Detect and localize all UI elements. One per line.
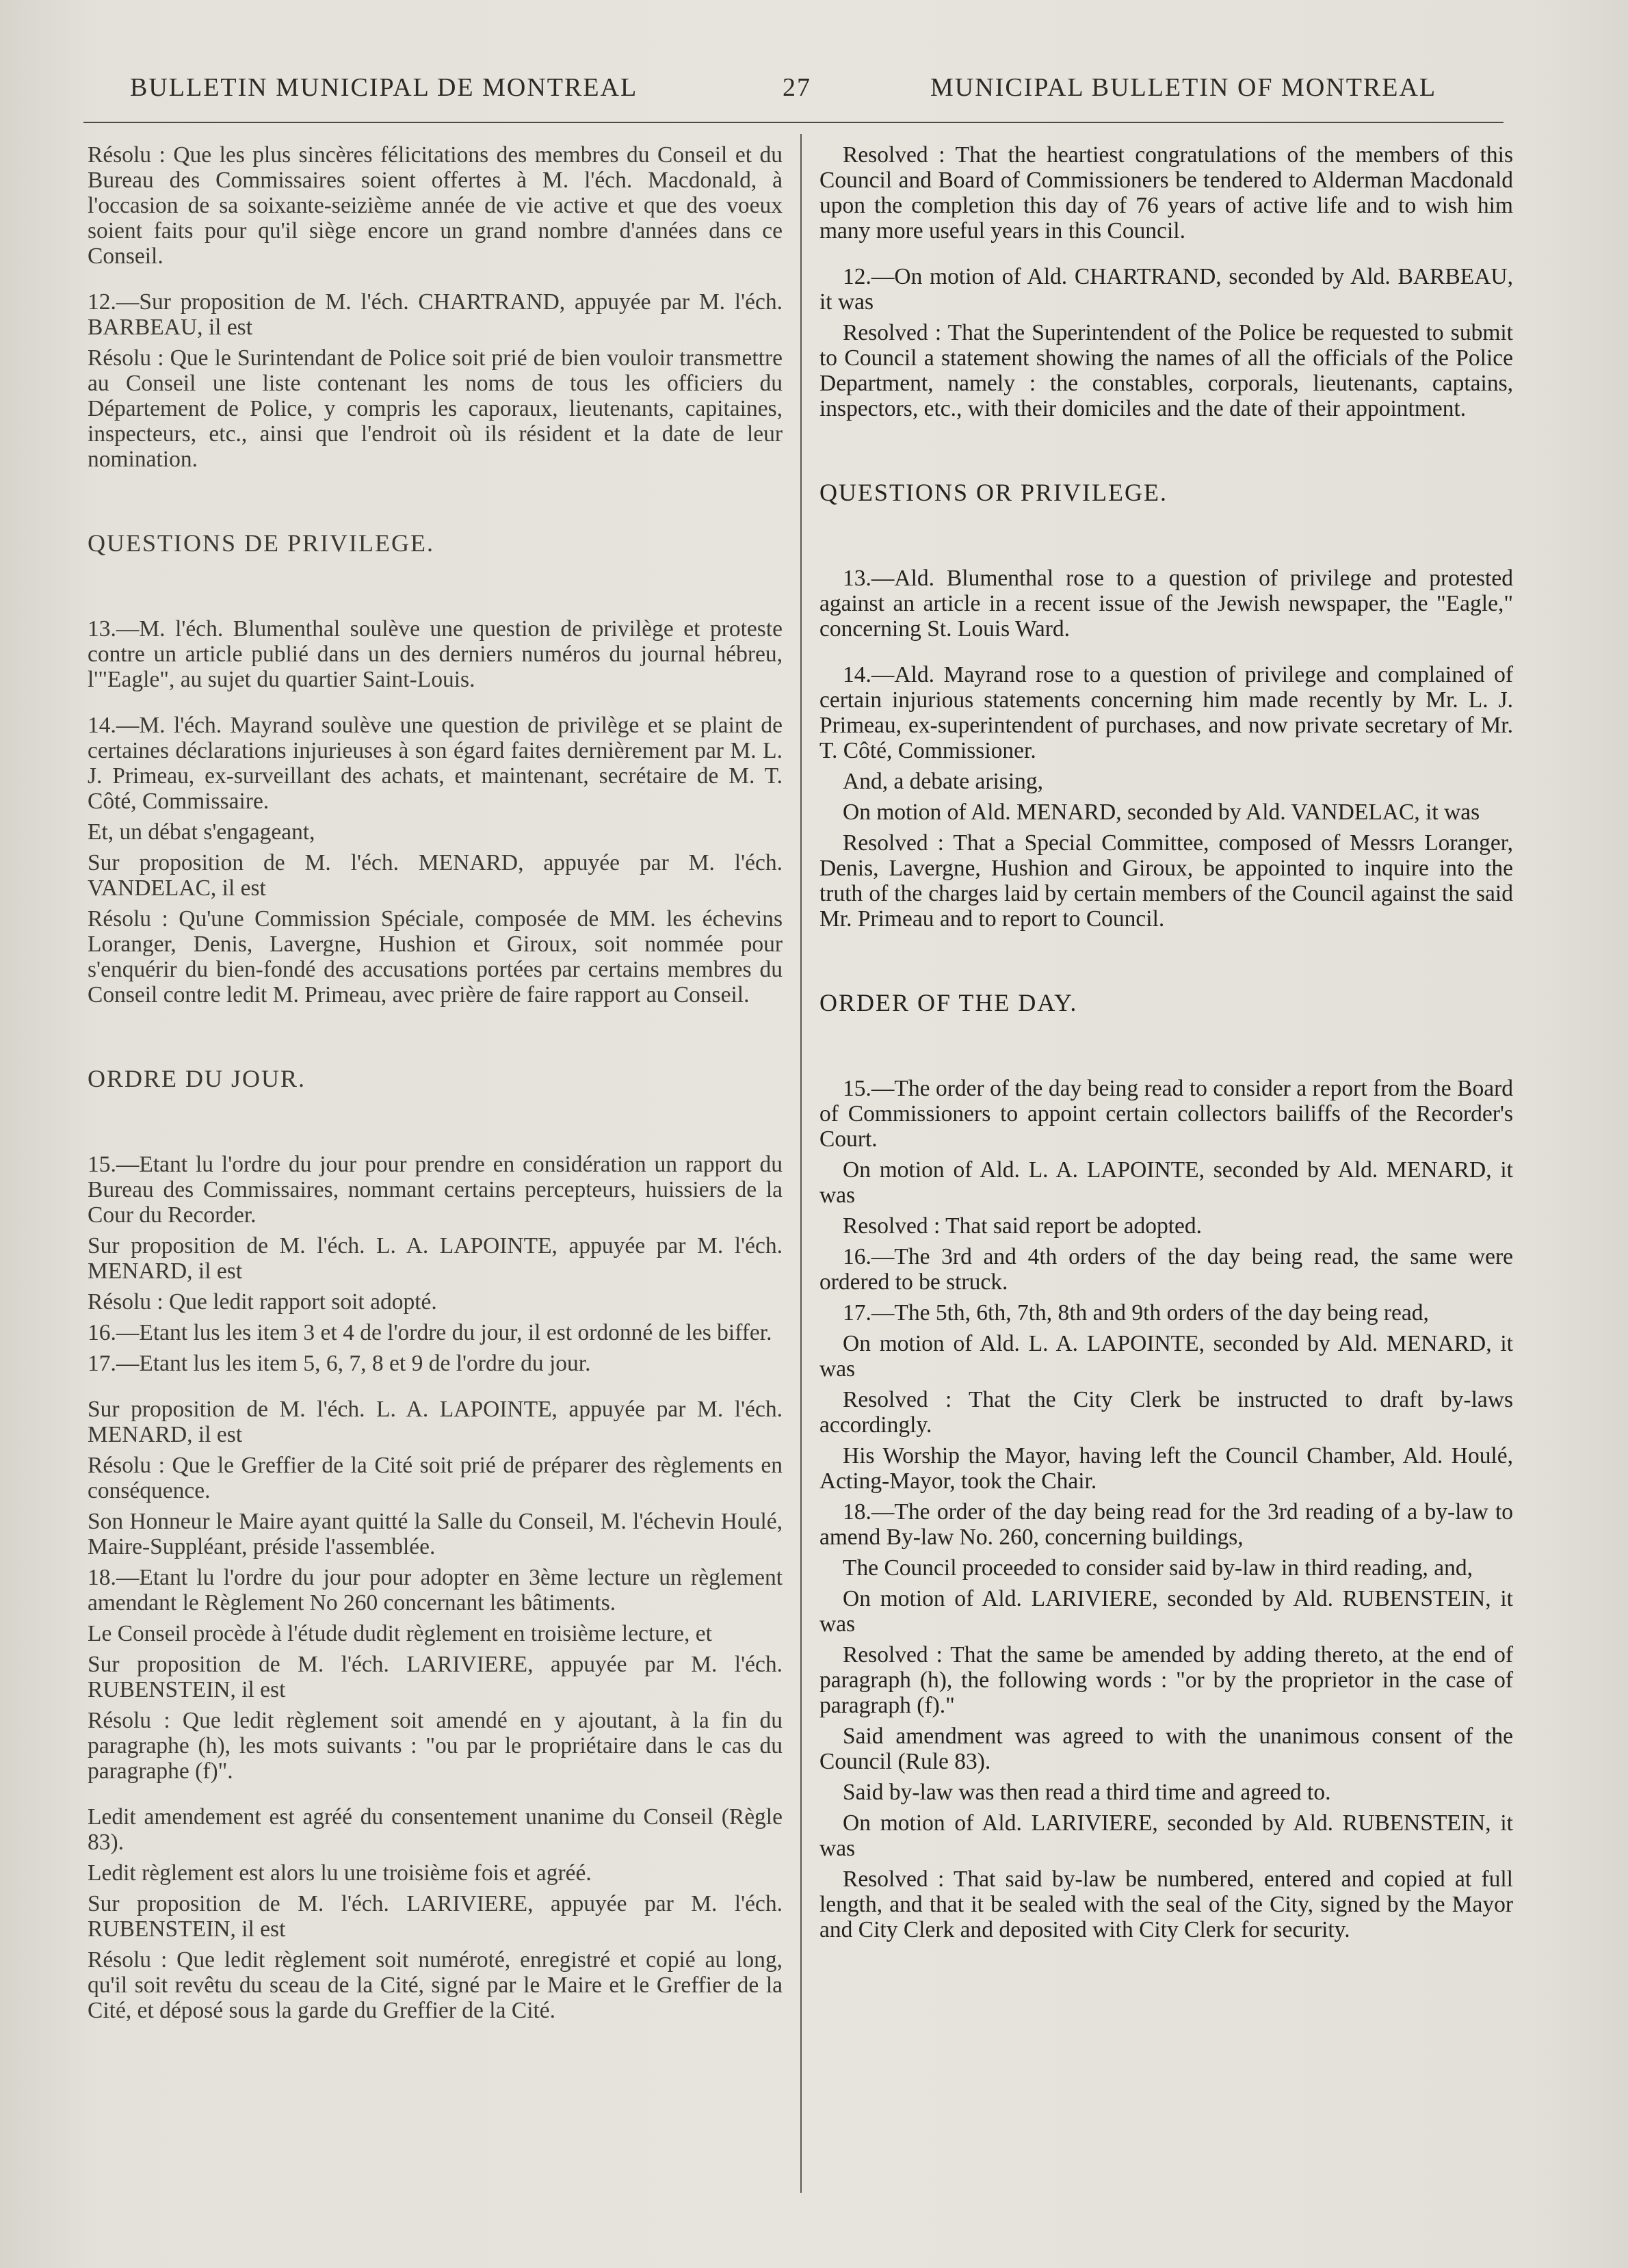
paragraph: Resolved : That the Superintendent of the Police be requested to submit to Council a statement showing the names of all the officials of the Police Department, namely : the constables, corporals, lieutenants, captains, inspectors, etc., with their domiciles and the date of their appointment. — [819, 320, 1513, 421]
paragraph: Resolved : That the heartiest congratulations of the members of this Council and Board of Commissioners be tendered to Alderman Macdonald upon the completion this day of 76 years of active life and to wish him many more useful years in this Council. — [819, 142, 1513, 243]
paragraph: 18.—The order of the day being read for the 3rd reading of a by-law to amend By-law No. 260, concerning buildings, — [819, 1499, 1513, 1550]
paragraph: Sur proposition de M. l'éch. L. A. LAPOINTE, appuyée par M. l'éch. MENARD, il est — [88, 1397, 783, 1447]
paragraph: Sur proposition de M. l'éch. MENARD, appuyée par M. l'éch. VANDELAC, il est — [88, 850, 783, 901]
paragraph: 13.—Ald. Blumenthal rose to a question of privilege and protested against an article in a recent issue of the Jewish newspaper, the "Eagle," concerning St. Louis Ward. — [819, 566, 1513, 642]
section-heading: ORDRE DU JOUR. — [88, 1065, 306, 1092]
paragraph: 17.—The 5th, 6th, 7th, 8th and 9th orders of the day being read, — [843, 1300, 1429, 1326]
paragraph: On motion of Ald. L. A. LAPOINTE, seconded by Ald. MENARD, it was — [819, 1157, 1513, 1208]
paragraph: Resolved : That said report be adopted. — [843, 1213, 1203, 1239]
paragraph: Resolved : That a Special Committee, composed of Messrs Loranger, Denis, Lavergne, Hushion and Giroux, be appointed to inquire into the truth of the charges laid by certain members of the Council against the said Mr. Primeau and to report to Council. — [819, 830, 1513, 932]
paragraph: Résolu : Que les plus sincères félicitations des membres du Conseil et du Bureau des Commissaires soient offertes à M. l'éch. Macdonald, à l'occasion de sa soixante-seizième année de vie active et que des voeux soient faits pour qu'il siège encore un grand nombre d'années dans ce Conseil. — [88, 142, 783, 269]
paragraph: Ledit règlement est alors lu une troisième fois et agréé. — [88, 1860, 592, 1886]
paragraph: 12.—Sur proposition de M. l'éch. CHARTRAND, appuyée par M. l'éch. BARBEAU, il est — [88, 289, 783, 340]
paragraph: Son Honneur le Maire ayant quitté la Salle du Conseil, M. l'échevin Houlé, Maire-Suppléant, préside l'assemblée. — [88, 1509, 783, 1559]
french-column — [88, 142, 783, 2029]
header-french-title: BULLETIN MUNICIPAL DE MONTREAL — [130, 73, 638, 102]
english-column — [819, 142, 1513, 1948]
paragraph: 15.—Etant lu l'ordre du jour pour prendre en considération un rapport du Bureau des Commissaires, nommant certains percepteurs, huissiers de la Cour du Recorder. — [88, 1152, 783, 1228]
paragraph: Le Conseil procède à l'étude dudit règlement en troisième lecture, et — [88, 1621, 712, 1646]
paragraph: Résolu : Que ledit règlement soit amendé en y ajoutant, à la fin du paragraphe (h), les mots suivants : "ou par le propriétaire dans le cas du paragraphe (f)". — [88, 1708, 783, 1784]
paragraph: Sur proposition de M. l'éch. LARIVIERE, appuyée par M. l'éch. RUBENSTEIN, il est — [88, 1891, 783, 1942]
section-heading: ORDER OF THE DAY. — [819, 989, 1078, 1016]
paragraph: Résolu : Que le Surintendant de Police soit prié de bien vouloir transmettre au Conseil une liste contenant les noms de tous les officiers du Département de Police, y compris les caporaux, lieutenants, capitaines, inspecteurs, etc., ainsi que l'endroit où ils résident et la date de leur nomination. — [88, 345, 783, 472]
paragraph: 16.—The 3rd and 4th orders of the day being read, the same were ordered to be struck. — [819, 1244, 1513, 1295]
paragraph: Said by-law was then read a third time and agreed to. — [843, 1780, 1331, 1805]
paragraph: 14.—M. l'éch. Mayrand soulève une question de privilège et se plaint de certaines déclarations injurieuses à son égard faites dernièrement par M. L. J. Primeau, ex-surveillant des achats, et maintenant, secrétaire de M. T. Côté, Commissaire. — [88, 713, 783, 814]
paragraph: The Council proceeded to consider said by-law in third reading, and, — [843, 1555, 1473, 1581]
paragraph: 17.—Etant lus les item 5, 6, 7, 8 et 9 de l'ordre du jour. — [88, 1351, 591, 1376]
paragraph: Résolu : Que ledit rapport soit adopté. — [88, 1289, 437, 1315]
paragraph: Et, un débat s'engageant, — [88, 819, 315, 845]
paragraph: Résolu : Que ledit règlement soit numéroté, enregistré et copié au long, qu'il soit revêtu du sceau de la Cité, signé par le Maire et le Greffier de la Cité, et déposé sous la garde du Greffier de la Cité. — [88, 1947, 783, 2023]
paragraph: On motion of Ald. MENARD, seconded by Ald. VANDELAC, it was — [843, 800, 1480, 825]
paragraph: Résolu : Que le Greffier de la Cité soit prié de préparer des règlements en conséquence. — [88, 1453, 783, 1503]
paragraph: On motion of Ald. L. A. LAPOINTE, seconded by Ald. MENARD, it was — [819, 1331, 1513, 1382]
paragraph: Resolved : That the same be amended by adding thereto, at the end of paragraph (h), the following words : "or by the proprietor in the case of paragraph (f)." — [819, 1642, 1513, 1718]
column-divider — [800, 134, 802, 2193]
paragraph: Resolved : That the City Clerk be instructed to draft by-laws accordingly. — [819, 1387, 1513, 1438]
paragraph: His Worship the Mayor, having left the Council Chamber, Ald. Houlé, Acting-Mayor, took the Chair. — [819, 1443, 1513, 1494]
paragraph: Resolved : That said by-law be numbered, entered and copied at full length, and that it be sealed with the seal of the City, signed by the Mayor and City Clerk and deposited with City Clerk for security. — [819, 1867, 1513, 1942]
paragraph: On motion of Ald. LARIVIERE, seconded by Ald. RUBENSTEIN, it was — [819, 1810, 1513, 1861]
paragraph: Sur proposition de M. l'éch. LARIVIERE, appuyée par M. l'éch. RUBENSTEIN, il est — [88, 1652, 783, 1702]
header-english-title: MUNICIPAL BULLETIN OF MONTREAL — [930, 73, 1437, 102]
paragraph: 15.—The order of the day being read to consider a report from the Board of Commissioners to appoint certain collectors bailiffs of the Recorder's Court. — [819, 1076, 1513, 1152]
section-heading: QUESTIONS OR PRIVILEGE. — [819, 479, 1168, 506]
paragraph: And, a debate arising, — [843, 769, 1044, 794]
section-heading: QUESTIONS DE PRIVILEGE. — [88, 529, 434, 557]
paragraph: 16.—Etant lus les item 3 et 4 de l'ordre du jour, il est ordonné de les biffer. — [88, 1320, 772, 1345]
paragraph: 13.—M. l'éch. Blumenthal soulève une question de privilège et proteste contre un article publié dans un des derniers numéros du journal hébreu, l'"Eagle", au sujet du quartier Saint-Louis. — [88, 616, 783, 692]
paragraph: Sur proposition de M. l'éch. L. A. LAPOINTE, appuyée par M. l'éch. MENARD, il est — [88, 1233, 783, 1284]
page-number: 27 — [783, 73, 811, 102]
paragraph: Said amendment was agreed to with the unanimous consent of the Council (Rule 83). — [819, 1724, 1513, 1774]
paragraph: 14.—Ald. Mayrand rose to a question of privilege and complained of certain injurious statements concerning him made recently by Mr. L. J. Primeau, ex-superintendent of purchases, and now private secretary of Mr. T. Côté, Commissioner. — [819, 662, 1513, 763]
header-rule — [83, 122, 1504, 123]
paragraph: Ledit amendement est agréé du consentement unanime du Conseil (Règle 83). — [88, 1804, 783, 1855]
paragraph: 18.—Etant lu l'ordre du jour pour adopter en 3ème lecture un règlement amendant le Règlement No 260 concernant les bâtiments. — [88, 1565, 783, 1616]
paragraph: 12.—On motion of Ald. CHARTRAND, seconded by Ald. BARBEAU, it was — [819, 264, 1513, 315]
paragraph: On motion of Ald. LARIVIERE, seconded by Ald. RUBENSTEIN, it was — [819, 1586, 1513, 1637]
paragraph: Résolu : Qu'une Commission Spéciale, composée de MM. les échevins Loranger, Denis, Lavergne, Hushion et Giroux, soit nommée pour s'enquérir du bien-fondé des accusations portées par certains membres du Conseil contre ledit M. Primeau, avec prière de faire rapport au Conseil. — [88, 906, 783, 1007]
